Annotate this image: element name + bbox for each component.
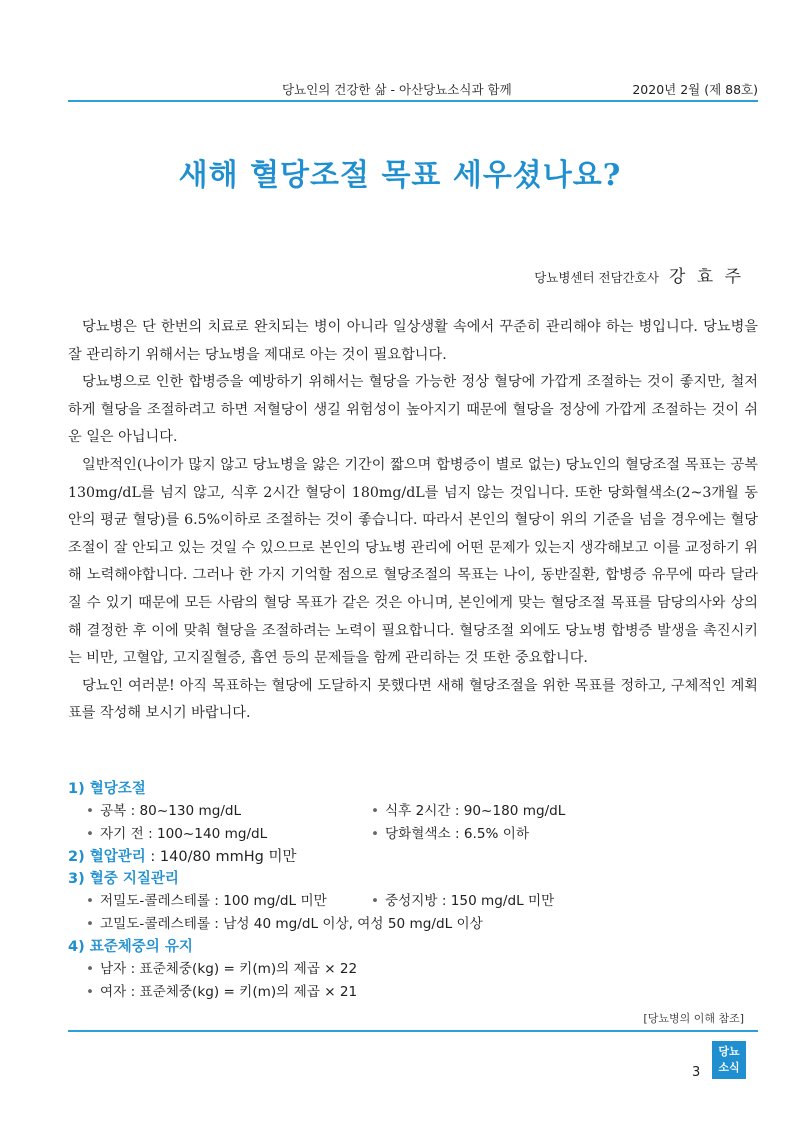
bullet-icon: •	[86, 803, 95, 819]
bullet-icon: •	[86, 826, 95, 842]
goal-section-title: 3) 혈중 지질관리	[68, 871, 179, 887]
goal-item-text: 중성지방 : 150 mg/dL 미만	[385, 893, 555, 909]
goal-row	[68, 913, 758, 936]
goal-item-text: 남자 : 표준체중(kg) = 키(m)의 제곱 × 22	[100, 961, 358, 977]
bullet-icon: •	[371, 826, 380, 842]
goal-item-text: 여자 : 표준체중(kg) = 키(m)의 제곱 × 21	[100, 984, 358, 1000]
goal-item-text: 고밀도-콜레스테롤 : 남성 40 mg/dL 이상, 여성 50 mg/dL 이상	[100, 916, 483, 932]
goals-list	[68, 778, 758, 1004]
bullet-icon: •	[86, 893, 95, 909]
goal-section-title: 1) 혈당조절	[68, 781, 146, 797]
goal-item	[86, 800, 371, 823]
goal-row	[68, 890, 758, 913]
bullet-icon: •	[371, 893, 380, 909]
goal-section-title	[68, 846, 758, 868]
author-name: 강 효 주	[668, 267, 744, 287]
header-issue: 2020년 2월 (제 88호)	[632, 82, 758, 97]
badge-line: 당뇨	[718, 1045, 740, 1058]
header-rule	[68, 100, 758, 102]
newsletter-badge	[712, 1041, 746, 1079]
goal-row	[68, 981, 758, 1004]
author-affiliation: 당뇨병센터 전담간호사	[534, 270, 659, 285]
goal-row	[68, 958, 758, 981]
paragraph: 당뇨병으로 인한 합병증을 예방하기 위해서는 혈당을 가능한 정상 혈당에 가깝게 조절하는 것이 좋지만, 철저하게 혈당을 조절하려고 하면 저혈당이 생길 위험성이 높아지기 때문에 혈당을 정상에 가깝게 조절하는 것이 쉬운 일은 아닙니다.	[68, 374, 758, 446]
goal-section-label: 2) 혈압관리	[68, 849, 146, 865]
header-series: 당뇨인의 건강한 삶 - 아산당뇨소식과 함께	[282, 82, 512, 97]
goal-item	[86, 981, 357, 1004]
goal-item	[371, 800, 565, 823]
author-line	[534, 262, 744, 287]
goal-section-value: : 140/80 mmHg 미만	[145, 849, 297, 865]
bullet-icon: •	[86, 984, 95, 1000]
goal-item	[86, 890, 371, 913]
goal-item-text: 자기 전 : 100~140 mg/dL	[100, 826, 268, 842]
bullet-icon: •	[371, 803, 380, 819]
page-header	[68, 80, 758, 100]
source-note: [당뇨병의 이해 참조]	[643, 1012, 744, 1025]
bullet-icon: •	[86, 961, 95, 977]
page-number: 3	[692, 1065, 701, 1080]
goal-row	[68, 823, 758, 846]
goal-item	[86, 958, 357, 981]
goal-item	[371, 890, 554, 913]
paragraph: 당뇨인 여러분! 아직 목표하는 혈당에 도달하지 못했다면 새해 혈당조절을 위한 목표를 정하고, 구체적인 계획표를 작성해 보시기 바랍니다.	[68, 677, 758, 722]
goal-item	[371, 823, 529, 846]
goal-item-text: 저밀도-콜레스테롤 : 100 mg/dL 미만	[100, 893, 327, 909]
goal-item	[86, 913, 483, 936]
paragraph: 일반적인(나이가 많지 않고 당뇨병을 앓은 기간이 짧으며 합병증이 별로 없는) 당뇨인의 혈당조절 목표는 공복 130mg/dL를 넘지 않고, 식후 2시간 혈당이 180mg/dL를 넘지 않는 것입니다. 또한 당화혈색소(2~3개월 동안의 평균 혈당)를 6.5%이하로 조절하는 것이 좋습니다. 따라서 본인의 혈당이 위의 기준을 넘을 경우에는 혈당조절이 잘 안되고 있는 것일 수 있으므로 본인의 당뇨병 관리에 어떤 문제가 있는지 생각해보고 이를 교정하기 위해 노력해야합니다. 그러나 한 가지 기억할 점으로 혈당조절의 목표는 나이, 동반질환, 합병증 유무에 따라 달라질 수 있기 때문에 모든 사람의 혈당 목표가 같은 것은 아니며, 본인에게 맞는 혈당조절 목표를 담당의사와 상의해 결정한 후 이에 맞춰 혈당을 조절하려는 노력이 필요합니다. 혈당조절 외에도 당뇨병 합병증 발생을 촉진시키는 비만, 고혈압, 고지질혈증, 흡연 등의 문제들을 함께 관리하는 것 또한 중요합니다.	[68, 456, 758, 667]
goal-item-text: 당화혈색소 : 6.5% 이하	[385, 826, 530, 842]
goal-item	[86, 823, 371, 846]
paragraph: 당뇨병은 단 한번의 치료로 완치되는 병이 아니라 일상생활 속에서 꾸준히 관리해야 하는 병입니다. 당뇨병을 잘 관리하기 위해서는 당뇨병을 제대로 아는 것이 필요합니다.	[68, 319, 758, 363]
goal-item-text: 식후 2시간 : 90~180 mg/dL	[385, 803, 566, 819]
goal-item-text: 공복 : 80~130 mg/dL	[100, 803, 242, 819]
goal-section-title: 4) 표준체중의 유지	[68, 939, 193, 955]
goal-row	[68, 800, 758, 823]
footer-rule	[68, 1030, 758, 1032]
article-title: 새해 혈당조절 목표 세우셨나요?	[178, 158, 622, 193]
badge-line: 소식	[718, 1061, 740, 1074]
bullet-icon: •	[86, 916, 95, 932]
article-body	[68, 314, 758, 728]
